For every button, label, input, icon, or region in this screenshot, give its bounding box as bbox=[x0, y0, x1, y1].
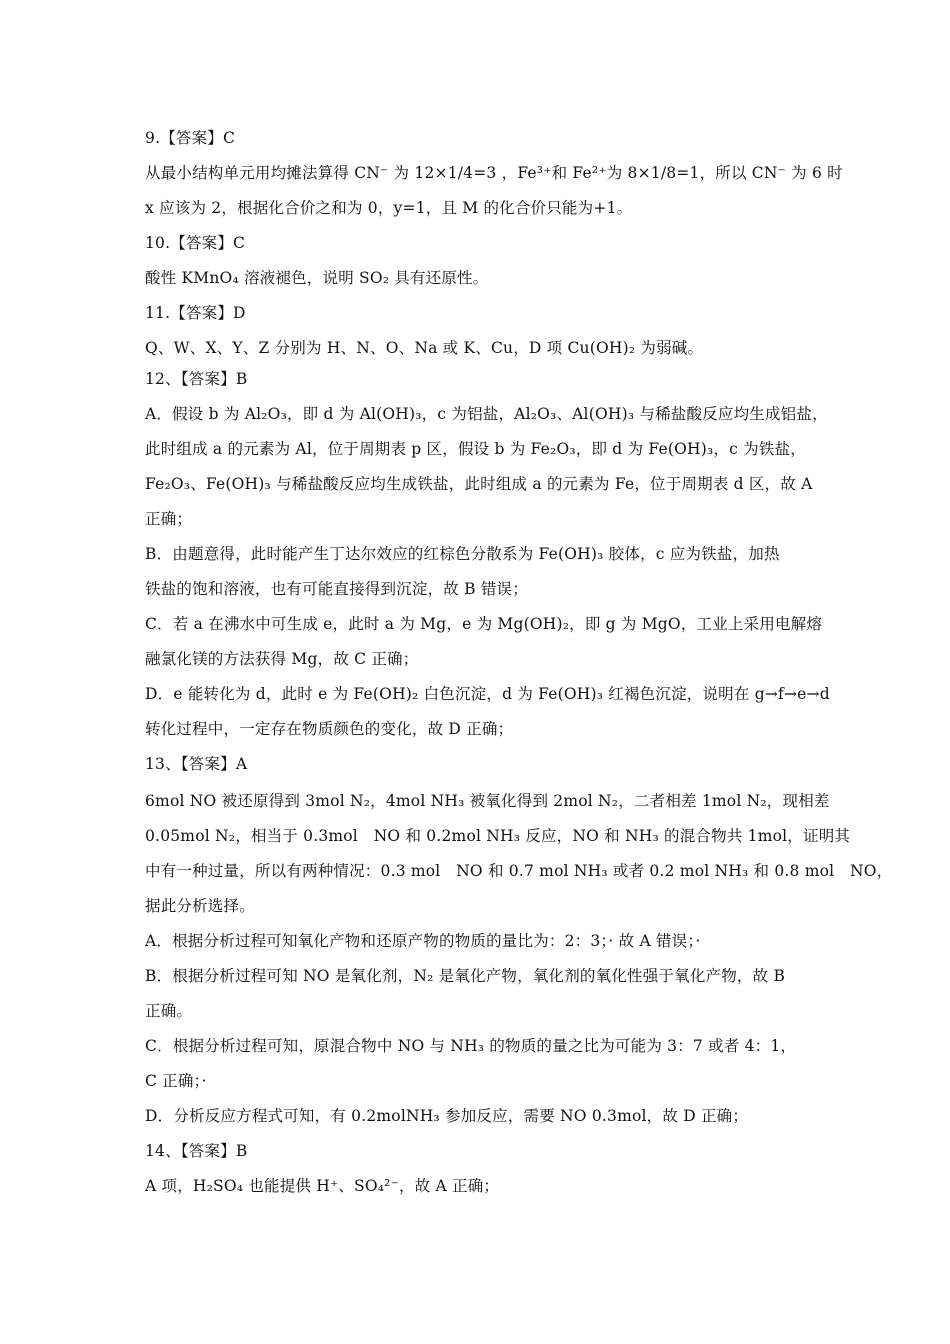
answer-12-d-line-2: 转化过程中，一定存在物质颜色的变化，故 D 正确； bbox=[145, 720, 514, 738]
answer-13-b-line-2: 正确。 bbox=[145, 1002, 193, 1020]
answer-13-line-2: 0.05mol N₂，相当于 0.3mol NO 和 0.2mol NH₃ 反应，NO 和 NH₃ 的混合物共 1mol，证明其 bbox=[145, 827, 851, 845]
answer-9-line-2: x 应该为 2，根据化合价之和为 0，y=1，且 M 的化合价只能为+1。 bbox=[145, 199, 633, 217]
answer-12-c-line-2: 融氯化镁的方法获得 Mg，故 C 正确； bbox=[145, 650, 419, 668]
answer-13-d: D．分析反应方程式可知，有 0.2molNH₃ 参加反应，需要 NO 0.3mol，故 D 正确； bbox=[145, 1107, 749, 1125]
answer-13-a: A．根据分析过程可知氧化产物和还原产物的物质的量比为：2：3；· 故 A 错误；· bbox=[145, 932, 701, 950]
answer-12-c-line-1: C．若 a 在沸水中可生成 e，此时 a 为 Mg，e 为 Mg(OH)₂，即 g 为 MgO，工业上采用电解熔 bbox=[145, 615, 823, 633]
answer-9-line-1: 从最小结构单元用均摊法算得 CN⁻ 为 12×1/4=3 ，Fe³⁺和 Fe²⁺为 8×1/8=1，所以 CN⁻ 为 6 时 bbox=[145, 164, 843, 182]
answer-13-c-line-2: C 正确；· bbox=[145, 1072, 207, 1090]
answer-12-a-line-1: A．假设 b 为 Al₂O₃，即 d 为 Al(OH)₃，c 为铝盐，Al₂O₃、Al(OH)₃ 与稀盐酸反应均生成铝盐， bbox=[145, 405, 828, 423]
answer-13-c-line-1: C．根据分析过程可知，原混合物中 NO 与 NH₃ 的物质的量之比为可能为 3：7 或者 4：1， bbox=[145, 1037, 797, 1055]
answer-12-b-line-1: B．由题意得，此时能产生丁达尔效应的红棕色分散系为 Fe(OH)₃ 胶体，c 应为铁盐，加热 bbox=[145, 545, 780, 563]
answer-13-line-1: 6mol NO 被还原得到 3mol N₂，4mol NH₃ 被氧化得到 2mol N₂，二者相差 1mol N₂，现相差 bbox=[145, 792, 830, 810]
answer-14-a: A 项，H₂SO₄ 也能提供 H⁺、SO₄²⁻，故 A 正确； bbox=[145, 1177, 500, 1195]
answer-12-title: 12、【答案】B bbox=[145, 370, 248, 388]
answer-12-a-line-2: 此时组成 a 的元素为 Al，位于周期表 p 区，假设 b 为 Fe₂O₃，即 d 为 Fe(OH)₃，c 为铁盐， bbox=[145, 440, 806, 458]
answer-13-title: 13、【答案】A bbox=[145, 755, 248, 773]
answer-13-b-line-1: B．根据分析过程可知 NO 是氧化剂，N₂ 是氧化产物，氧化剂的氧化性强于氧化产物，故 B bbox=[145, 967, 786, 985]
answer-12-a-line-3: Fe₂O₃、Fe(OH)₃ 与稀盐酸反应均生成铁盐，此时组成 a 的元素为 Fe，位于周期表 d 区，故 A bbox=[145, 475, 813, 493]
answer-12-b-line-2: 铁盐的饱和溶液，也有可能直接得到沉淀，故 B 错误； bbox=[145, 580, 528, 598]
answer-12-a-line-4: 正确； bbox=[145, 510, 193, 528]
answer-11-line-1: Q、W、X、Y、Z 分别为 H、N、O、Na 或 K、Cu，D 项 Cu(OH)₂ 为弱碱。 bbox=[145, 339, 704, 357]
answer-13-line-4: 据此分析选择。 bbox=[145, 897, 255, 915]
answer-10-title: 10.【答案】C bbox=[145, 234, 246, 252]
answer-12-d-line-1: D．e 能转化为 d，此时 e 为 Fe(OH)₂ 白色沉淀，d 为 Fe(OH)₃ 红褐色沉淀，说明在 g→f→e→d bbox=[145, 685, 830, 703]
answer-10-line-1: 酸性 KMnO₄ 溶液褪色，说明 SO₂ 具有还原性。 bbox=[145, 269, 489, 287]
answer-13-line-3: 中有一种过量，所以有两种情况：0.3 mol NO 和 0.7 mol NH₃ 或者 0.2 mol NH₃ 和 0.8 mol NO， bbox=[145, 862, 893, 880]
answer-14-title: 14、【答案】B bbox=[145, 1142, 248, 1160]
answer-11-title: 11.【答案】D bbox=[145, 304, 246, 322]
answer-9-title: 9.【答案】C bbox=[145, 129, 236, 147]
